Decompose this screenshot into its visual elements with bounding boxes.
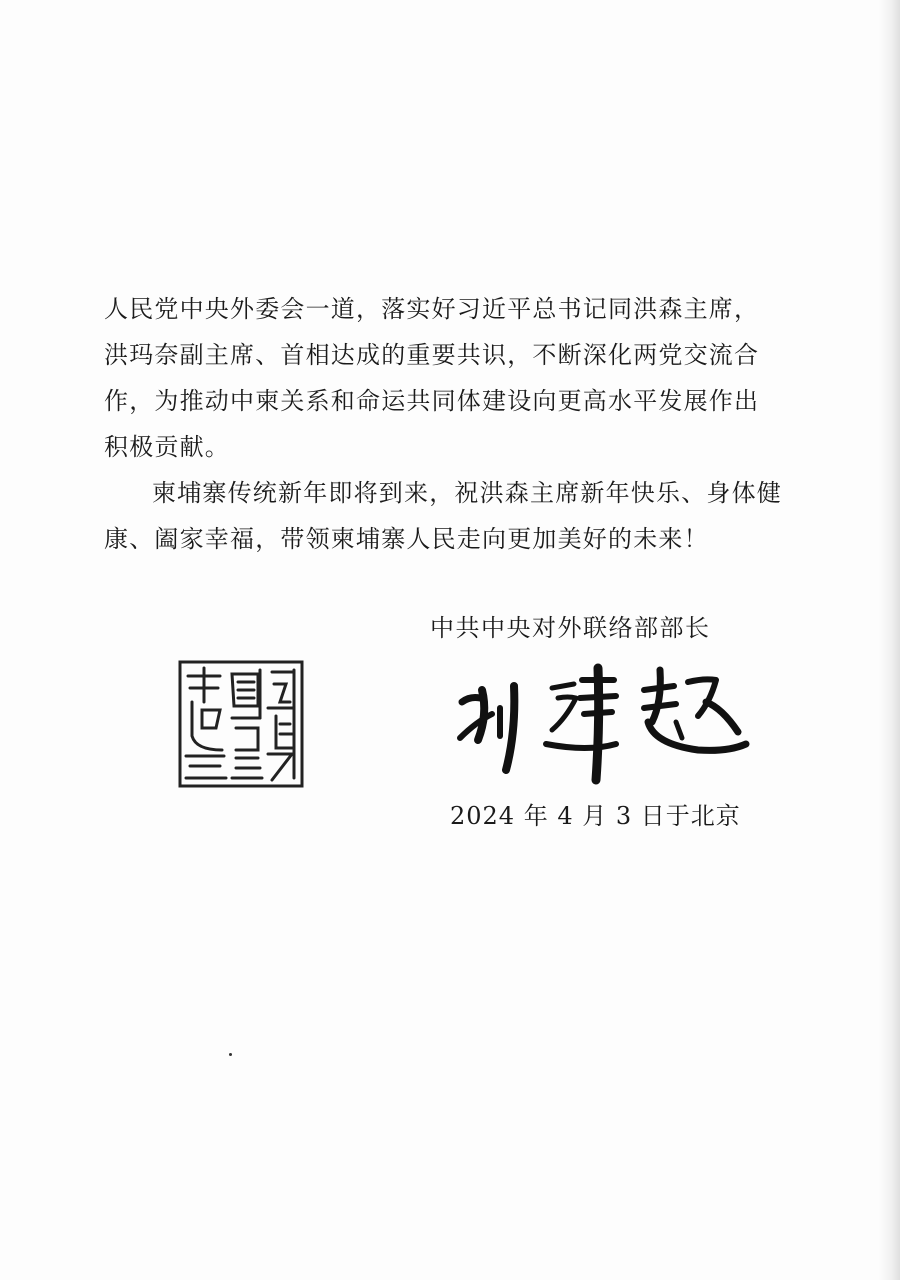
name-seal-stamp (176, 658, 306, 790)
date-and-place: 2024 年 4 月 3 日于北京 (450, 802, 741, 830)
signatory-title: 中共中央对外联络部部长 (430, 614, 711, 642)
handwritten-signature (448, 652, 758, 787)
body-paragraph-2: 柬埔寨传统新年即将到来，祝洪森主席新年快乐、身体健康、阖家幸福，带领柬埔寨人民走向更加美好的未来！ (104, 479, 782, 553)
letter-body (104, 286, 784, 562)
scan-speck (229, 1053, 232, 1056)
body-paragraph-1: 人民党中央外委会一道，落实好习近平总书记同洪森主席，洪玛奈副主席、首相达成的重要共识，不断深化两党交流合作，为推动中柬关系和命运共同体建设向更高水平发展作出积极贡献。 (104, 295, 760, 461)
scan-edge-shadow (878, 0, 900, 1280)
